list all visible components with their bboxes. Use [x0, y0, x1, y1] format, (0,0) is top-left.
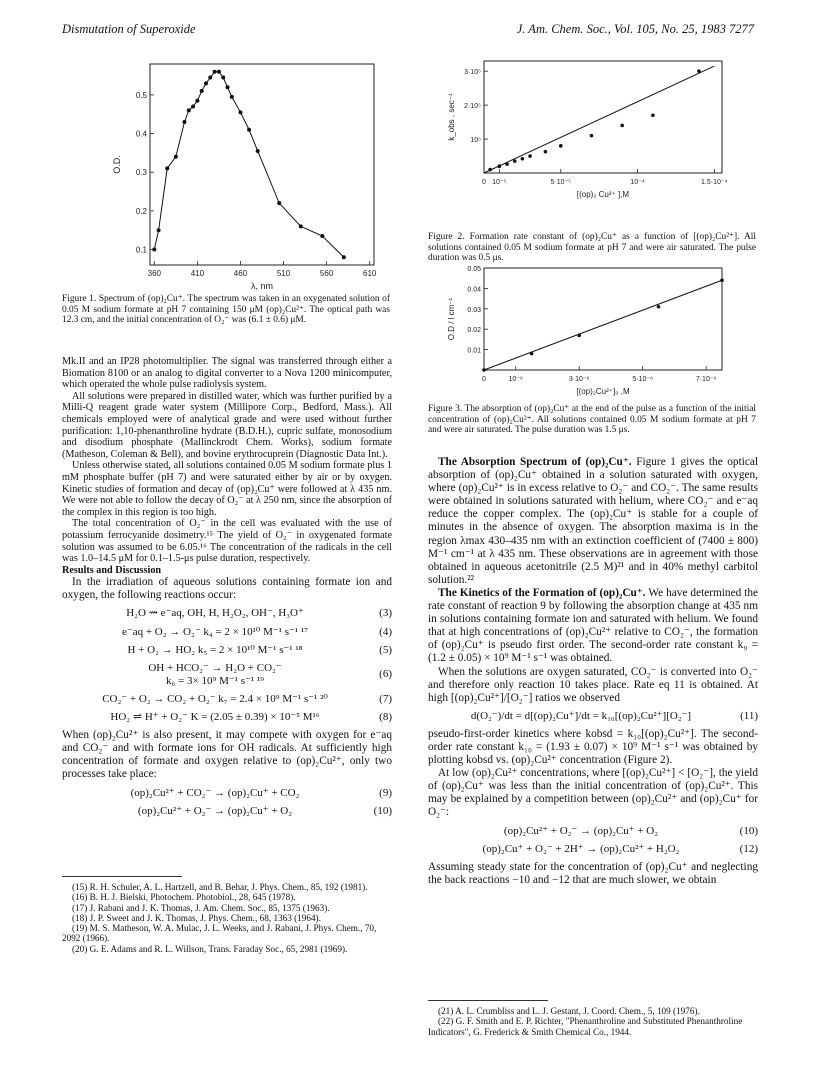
- x-tick-label: 10⁻⁴: [630, 179, 645, 186]
- series-line: [484, 280, 722, 370]
- x-tick-label: 1.5·10⁻⁴: [701, 179, 728, 186]
- references-left: [62, 882, 392, 954]
- data-point: [320, 234, 324, 238]
- figure-3-caption: Figure 3. The absorption of (op)₂Cu⁺ at the end of the pulse as a function of the initial concentration of (op)₂Cu²⁺. All solutions contained 0.05 M sodium formate at pH 7 and were air saturated. The pulse duration was 1.5 μs.: [428, 404, 756, 436]
- paragraph: When the solutions are oxygen saturated, CO₂⁻ is converted into O₂⁻ and therefore only reaction 10 takes place. Rate eq 11 is obtained. At high [(op)₂Cu²⁺]/[O₂⁻] ratios we observed: [428, 665, 758, 704]
- data-point: [657, 305, 661, 309]
- data-point: [221, 76, 225, 80]
- figure-1-chart: [108, 60, 380, 292]
- y-axis-label: k_obs , sec⁻¹: [447, 93, 456, 141]
- data-point: [299, 224, 303, 228]
- running-head-left: Dismutation of Superoxide: [62, 22, 196, 36]
- x-axis-label: [(op)₂ Cu²⁺ ],M: [576, 190, 630, 199]
- paragraph: When (op)₂Cu²⁺ is also present, it may compete with oxygen for e⁻aq and CO₂⁻ and with formate ions for OH radicals. At sufficiently high concentration of formate and oxygen relative to (op)₂Cu²⁺, only two processes take place:: [62, 729, 392, 781]
- series-line: [484, 66, 714, 173]
- figure-3-chart: [440, 262, 730, 397]
- figure-1-caption: Figure 1. Spectrum of (op)₂Cu⁺. The spectrum was taken in an oxygenated solution of 0.05 M sodium formate at pH 7 containing 150 μM (op)₂Cu²⁺. The optical path was 12.3 cm, and the initial concentration of O₂⁻ was (6.1 ± 0.6) μM.: [62, 294, 390, 326]
- running-head-right: J. Am. Chem. Soc., Vol. 105, No. 25, 1983 7277: [516, 22, 754, 36]
- figure-2-chart: [440, 55, 730, 227]
- y-tick-label: 0.3: [135, 168, 147, 178]
- reference-item: (15) R. H. Schuler, A. L. Hartzell, and B. Behar, J. Phys. Chem., 85, 192 (1981).: [72, 882, 368, 892]
- x-tick-label: 7·10⁻⁶: [695, 376, 717, 383]
- x-tick-label: 610: [363, 269, 377, 278]
- equation-10: (op)₂Cu²⁺ + O₂⁻ → (op)₂Cu⁺ + O₂ (10): [137, 804, 392, 817]
- y-tick-label: 0.01: [467, 347, 481, 355]
- footnote-rule: [62, 876, 182, 877]
- equation-7: CO₂⁻ + O₂ → CO₂ + O₂⁻ k₇ = 2.4 × 10⁹ M⁻¹ s⁻¹ ²⁰ (7): [102, 692, 392, 705]
- data-point: [620, 124, 624, 128]
- paragraph: In the irradiation of aqueous solutions containing formate ion and oxygen, the following reactions occur:: [62, 576, 392, 602]
- y-tick-label: 0.5: [135, 90, 147, 100]
- data-point: [174, 155, 178, 159]
- reference-item: (18) J. P. Sweet and J. K. Thomas, J. Phys. Chem., 68, 1363 (1964).: [72, 912, 321, 923]
- data-point: [213, 70, 217, 74]
- data-point: [530, 352, 534, 356]
- data-point: [217, 70, 221, 74]
- data-point: [191, 105, 195, 109]
- section-heading: Results and Discussion: [62, 564, 162, 576]
- data-point: [651, 114, 655, 118]
- equation-6: OH + HCO₂⁻ → H₂O + CO₂⁻ k₆ = 3× 10⁹ M⁻¹ s⁻¹ ¹⁹ (6): [148, 661, 392, 687]
- equation-11: d(O₂⁻)/dt = d[(op)₂Cu⁺]/dt = k₁₀[(op)₂Cu²⁺][O₂⁻] (11): [470, 709, 758, 722]
- y-tick-label: 0.2: [135, 206, 147, 216]
- equation-10b: (op)₂Cu²⁺ + O₂⁻ → (op)₂Cu⁺ + O₂ (10): [503, 824, 758, 837]
- data-point: [277, 201, 281, 205]
- data-point: [559, 144, 563, 148]
- data-point: [238, 110, 242, 114]
- figure-2-caption: Figure 2. Formation rate constant of (op)₂Cu⁺ as a function of [(op)₂Cu²⁺]. All solutions contained 0.05 M sodium formate at pH 7 and were air saturated. The pulse duration was 0.5 μs.: [428, 232, 756, 264]
- x-tick-label: 0: [482, 376, 486, 383]
- paragraph: The Absorption Spectrum of (op)₂Cu⁺. Figure 1 gives the optical absorption of (op)₂Cu⁺ obtained in a solution saturated with oxygen, where (op)₂Cu²⁺ is in excess relative to O₂⁻ and CO₂⁻. The same results were obtained in solutions saturated with helium, where CO₂⁻ and e⁻aq reduce the copper complex. The (op)₂Cu⁺ is stable for a couple of minutes in the absence of oxygen. The absorption maxima is in the region λmax 430–435 nm with an extinction coefficient of (7400 ± 800) M⁻¹ cm⁻¹ at λ 435 nm. These observations are in agreement with those obtained in aqueous acetonitrile (2.5 M)²¹ and in 40% methyl carbitol solution.²²: [428, 456, 759, 586]
- x-tick-label: 5·10⁻⁵: [550, 179, 572, 186]
- y-tick-label: 0.1: [135, 245, 147, 255]
- data-point: [195, 99, 199, 103]
- y-tick-label: 0.03: [467, 306, 481, 314]
- data-point: [200, 89, 204, 93]
- data-point: [152, 248, 156, 252]
- x-tick-label: 560: [319, 269, 334, 278]
- paragraph: pseudo-first-order kinetics where kobsd = k₁₀[(op)₂Cu²⁺]. The second-order rate constant k₁₀ = (1.93 ± 0.07) × 10⁹ M⁻¹ s⁻¹ was obtained by plotting kobsd vs. (op)₂Cu²⁺ concentration (Figure 2).: [428, 727, 758, 767]
- y-tick-label: 10⁵: [470, 137, 481, 145]
- plot-frame: [484, 268, 722, 370]
- y-axis-label: O.D / l cm⁻¹: [447, 297, 456, 341]
- equation-12: (op)₂Cu⁺ + O₂⁻ + 2H⁺ → (op)₂Cu²⁺ + H₂O₂ (12): [482, 842, 758, 855]
- left-column: [62, 356, 392, 823]
- paragraph: Unless otherwise stated, all solutions contained 0.05 M sodium formate plus 1 mM phosphate buffer (pH 7) and were saturated either by air or by oxygen. Kinetic studies of formation and decay of (op)₂Cu⁺ were followed at λ 435 nm. We were not able to follow the decay of O₂⁻ at λ 250 nm, since the absorption of the complex in this region is too high.: [62, 460, 392, 518]
- data-point: [342, 255, 346, 259]
- right-column: [428, 456, 758, 887]
- data-point: [182, 120, 186, 124]
- y-tick-label: 0.4: [135, 129, 147, 139]
- data-point: [204, 81, 208, 85]
- data-point: [505, 162, 509, 166]
- paragraph: Mk.II and an IP28 photomultiplier. The signal was transferred through either a Biomation 8100 or an analog to digital converter to a Nova 1200 minicomputer, which operated the whole pulse radiolysis system.: [62, 356, 392, 391]
- reference-item: (22) G. F. Smith and E. P. Richter, "Phenanthroline and Substituted Phenanthroline Indicators", G. Frederick & Smith Chemical Co., 1944.: [428, 1016, 743, 1037]
- y-tick-label: 0.05: [467, 266, 481, 273]
- plot-frame: [150, 64, 374, 265]
- data-point: [256, 149, 260, 153]
- equation-4: e⁻aq + O₂ → O₂⁻ k₄ = 2 × 10¹⁰ M⁻¹ s⁻¹ ¹⁷ (4): [122, 625, 392, 638]
- x-tick-label: 10⁻⁵: [492, 179, 507, 186]
- x-tick-label: 5·10⁻⁶: [632, 376, 653, 383]
- data-point: [697, 69, 701, 73]
- data-point: [498, 164, 502, 168]
- data-point: [590, 134, 594, 138]
- data-point: [482, 368, 486, 372]
- paragraph: The Kinetics of the Formation of (op)₂Cu⁺. We have determined the rate constant of reaction 9 by following the absorption change at 435 nm in solutions containing formate ion and saturated with helium. We found that at high concentrations of (op)₂Cu²⁺ relative to CO₂⁻, the formation of (op)₂Cu⁺ is pseudo first order. The second-order rate constant k₉ = (1.2 ± 0.05) × 10⁹ M⁻¹ s⁻¹ was obtained.: [428, 586, 759, 665]
- data-point: [488, 168, 492, 172]
- footnote-rule: [428, 1000, 548, 1001]
- data-point: [513, 159, 517, 163]
- paragraph: All solutions were prepared in distilled water, which was further purified by a Milli-Q reagent grade water system (Millipore Corp., Bedford, Mass.). All chemicals employed were of analytical grade and were used without further purification: 1,10-phenanthroline hydrate (B.D.H.), cupric sulfate, monosodium and disodium phosphate (Mallinckrodt Chem. Works), sodium formate (Matheson, Coleman & Bell), and bovine erythrocuprein (Diagnostic Data Int.).: [62, 390, 392, 460]
- series-line: [154, 72, 344, 258]
- data-point: [230, 95, 234, 99]
- data-point: [208, 76, 212, 80]
- y-tick-label: 3·10⁵: [464, 69, 481, 77]
- x-axis-label: [(op)₂Cu²⁺]₀ ,M: [576, 387, 630, 396]
- x-tick-label: 0: [482, 179, 486, 186]
- paragraph: Assuming steady state for the concentration of (op)₂Cu⁺ and neglecting the back reactions −10 and −12 that are much slower, we obtain: [428, 860, 758, 886]
- x-tick-label: 10⁻⁶: [508, 376, 523, 383]
- data-point: [577, 334, 581, 338]
- data-point: [720, 278, 724, 282]
- reference-item: (16) B. H. J. Bielski, Photochem. Photobiol., 28, 645 (1978).: [72, 892, 296, 903]
- reference-item: (20) G. E. Adams and R. L. Willson, Trans. Faraday Soc., 65, 2981 (1969).: [72, 943, 348, 954]
- x-tick-label: 360: [147, 269, 161, 278]
- equation-8: HO₂ ⇌ H⁺ + O₂⁻ K = (2.05 ± 0.39) × 10⁻⁵ M¹⁶ (8): [110, 711, 392, 724]
- reference-item: (21) A. L. Crumbliss and L. J. Gestant, J. Coord. Chem., 5, 109 (1976).: [438, 1006, 700, 1016]
- y-tick-label: 0.04: [467, 286, 481, 294]
- paragraph: The total concentration of O₂⁻ in the cell was evaluated with the use of potassium ferrocyanide dosimetry.¹⁵ The yield of O₂⁻ in oxygenated formate solution was assumed to be 6.05.¹⁶ The concentration of the radicals in the cell was 1.0–14.5 μM for 0.1–1.5-μs pulse duration, respectively.: [62, 518, 392, 565]
- x-tick-label: 410: [190, 269, 205, 278]
- data-point: [247, 128, 251, 132]
- y-tick-label: 0.02: [467, 327, 481, 335]
- data-point: [165, 166, 169, 170]
- y-axis-label: O.D.: [112, 155, 122, 174]
- equation-3: H₂O ⇝ e⁻aq, OH, H, H₂O₂, OH⁻, H₃O⁺ (3): [126, 607, 392, 620]
- x-tick-label: 460: [233, 269, 248, 278]
- x-axis-label: λ, nm: [250, 281, 274, 291]
- references-right: [428, 1006, 758, 1037]
- y-tick-label: 2·10⁵: [464, 103, 481, 111]
- data-point: [521, 157, 525, 161]
- data-point: [157, 228, 161, 232]
- reference-item: (19) M. S. Matheson, W. A. Mulac, J. L. Weeks, and J. Rabani, J. Phys. Chem., 70, 2092 (1966).: [62, 923, 377, 944]
- equation-9: (op)₂Cu²⁺ + CO₂⁻ → (op)₂Cu⁺ + CO₂ (9): [130, 786, 392, 799]
- data-point: [226, 85, 230, 89]
- x-tick-label: 3·10⁻⁶: [568, 376, 590, 383]
- equation-5: H + O₂ → HO₂ k₅ = 2 × 10¹⁰ M⁻¹ s⁻¹ ¹⁸ (5): [127, 643, 392, 656]
- data-point: [528, 154, 532, 158]
- data-point: [544, 150, 548, 154]
- paragraph: At low (op)₂Cu²⁺ concentrations, where [(op)₂Cu²⁺] < [O₂⁻], the yield of (op)₂Cu⁺ was less than the initial concentration of (op)₂Cu²⁺. This may be explained by a competition between (op)₂Cu²⁺ and (op)₂Cu⁺ for O₂⁻:: [428, 767, 758, 819]
- data-point: [187, 108, 191, 112]
- x-tick-label: 510: [276, 269, 291, 278]
- reference-item: (17) J. Rabani and J. K. Thomas, J. Am. Chem. Soc., 85, 1375 (1963).: [72, 902, 330, 913]
